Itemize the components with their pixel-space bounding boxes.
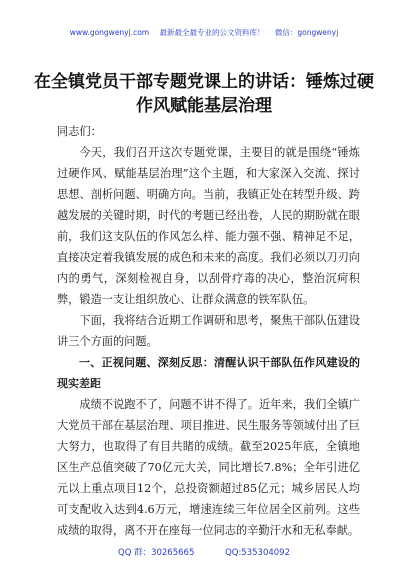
salutation: 同志们：: [57, 125, 102, 138]
header-slogan: 最新最全最专业的公文资料库！: [159, 28, 265, 37]
paragraph-intro: 今天，我们召开这次专题党课，主要目的就是围绕“锤炼过硬作风、赋能基层治理”这个主题，和大家深入交流、探讨思想、剖析问题、明确方向。当前，我镇正处在转型升级、跨越发展的关键时期，时代的考题已经出卷，人民的期盼就在眼前，我们这支队伍的作风怎么样、能力强不强、精神足不足，直接决定着我镇发展的成色和未来的高度。我们必须以刀刃向内的勇气，深刻检视自身，以刮骨疗毒的决心，整治沉疴积弊，锻造一支让组织放心、让群众满意的铁军队伍。: [57, 146, 360, 306]
page-footer: [0, 547, 408, 559]
document-title: 在全镇党员干部专题党课上的讲话：锤炼过硬作风赋能基层治理: [34, 72, 374, 116]
document-body: [57, 121, 360, 541]
page-header: [0, 28, 408, 38]
footer-qq-group: QQ 群：30265665: [118, 548, 195, 558]
header-site[interactable]: www.gongwenyj.com: [69, 28, 150, 37]
header-wechat: 微信：gongwenyj: [274, 28, 339, 37]
paragraph-outline: 下面，我将结合近期工作调研和思考，聚焦干部队伍建设讲三个方面的问题。: [57, 314, 360, 348]
footer-qq: QQ:535304092: [225, 548, 290, 558]
section-heading-1: 一、正视问题、深刻反思：清醒认识干部队伍作风建设的现实差距: [57, 356, 360, 390]
paragraph-achievements: 成绩不说跑不了，问题不讲不得了。近年来，我们全镇广大党员干部在基层治理、项目推进、民生服务等领域付出了巨大努力，也取得了有目共睹的成绩。截至2025年底，全镇地区生产总值突破了70亿元大关，同比增长7.8%；全年引进亿元以上重点项目12个，总投资额超过85亿元；城乡居民人均可支配收入达到4.6万元，增速连续三年位居全区前列。这些成绩的取得，离不开在座每一位同志的辛勤汗水和无私奉献。: [57, 398, 360, 537]
